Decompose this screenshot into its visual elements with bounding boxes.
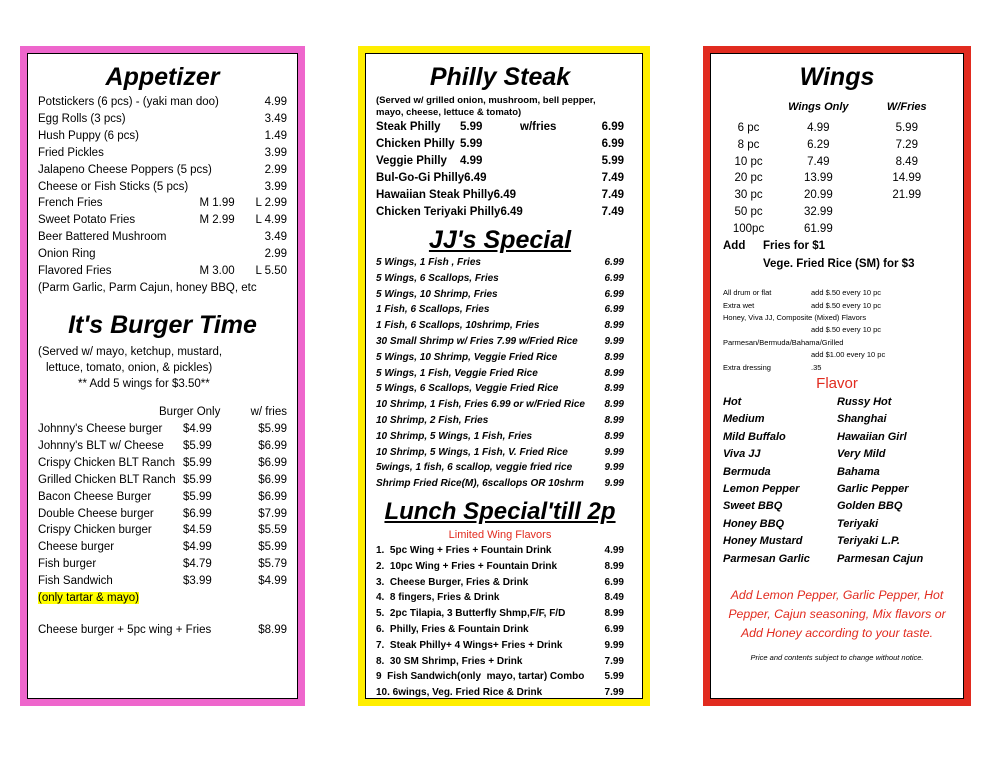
- burger-item: [38, 556, 287, 573]
- with-fries-price: $7.99: [258, 507, 287, 520]
- item-name: Veggie Philly: [376, 155, 447, 167]
- item-price: 6.99: [604, 272, 624, 284]
- wing-count: 100pc: [732, 222, 765, 235]
- wings-only-price: 20.99: [803, 189, 833, 202]
- item-price: 4.99: [460, 155, 483, 167]
- item-price: 6.49: [493, 189, 516, 201]
- item-price: 6.99: [604, 257, 624, 268]
- flavor-row: [723, 394, 951, 411]
- wing-row: [723, 187, 951, 204]
- flavor-list: [723, 394, 951, 568]
- lunch-item: [376, 669, 624, 685]
- burger-item: [38, 489, 287, 506]
- burger-only-price: $4.59: [183, 524, 212, 537]
- item-price: 6.49: [500, 206, 523, 218]
- with-fries-price: 5.99: [601, 155, 624, 167]
- with-fries-price: [863, 221, 951, 238]
- flavor-name: Teriyaki L.P.: [837, 535, 900, 548]
- item-name: Hawaiian Steak Philly: [376, 189, 494, 201]
- philly-special-panel: [358, 46, 650, 706]
- lunch-item: [376, 622, 624, 638]
- wing-count: 8 pc: [737, 138, 760, 151]
- appetizer-item: [38, 162, 287, 179]
- item-name: Sweet Potato Fries: [38, 214, 136, 227]
- with-fries-price: $6.99: [258, 439, 287, 452]
- flavor-name: Lemon Pepper: [723, 483, 800, 496]
- flavor-title: Flavor: [816, 375, 858, 393]
- item-name: 4. 8 fingers, Fries & Drink: [376, 592, 500, 604]
- special-list: [376, 255, 624, 492]
- burger-only-price: $5.99: [183, 439, 212, 452]
- with-fries-price: 7.49: [601, 172, 624, 184]
- item-name: Onion Ring: [38, 248, 96, 261]
- item-name: Beer Battered Mushroom: [38, 231, 167, 244]
- item-price: 6.99: [604, 623, 624, 635]
- special-item: [376, 287, 624, 303]
- flavor-name: Hawaiian Girl: [837, 430, 907, 443]
- lunch-item: [376, 685, 624, 701]
- item-price: 6.99: [604, 304, 624, 316]
- lunch-item: [376, 606, 624, 622]
- flavor-name: Russy Hot: [837, 396, 892, 409]
- item-price: 8.99: [604, 430, 624, 442]
- wing-row: [723, 221, 951, 238]
- item-price: 4.99: [264, 96, 287, 108]
- special-item: [376, 366, 624, 382]
- item-name: Steak Philly: [376, 121, 441, 133]
- item-name: 10 Shrimp, 5 Wings, 1 Fish, Fries: [376, 430, 533, 442]
- item-name: Cheese burger: [38, 541, 115, 554]
- item-name: 3. Cheese Burger, Fries & Drink: [376, 576, 529, 588]
- wing-row: [723, 137, 951, 154]
- extra-charge: add $.50 every 10 pc: [811, 300, 882, 310]
- item-name: 7. Steak Philly+ 4 Wings+ Fries + Drink: [376, 639, 563, 651]
- burger-only-header: Burger Only: [159, 405, 221, 418]
- flavor-name: Honey Mustard: [723, 535, 803, 548]
- item-price: L 5.50: [255, 265, 287, 278]
- extra-row: [723, 287, 951, 299]
- item-price: 6.99: [604, 576, 624, 588]
- item-price: 3.99: [264, 146, 287, 159]
- item-name: Jalapeno Cheese Poppers (5 pcs): [38, 163, 212, 176]
- appetizer-item: [38, 145, 287, 162]
- flavor-row: [723, 516, 951, 533]
- item-name: 5wings, 1 fish, 6 scallop, veggie fried rice: [376, 462, 573, 474]
- with-fries-label: [520, 153, 564, 170]
- wings-only-price: 4.99: [807, 122, 830, 134]
- philly-item: [376, 119, 624, 136]
- item-price: L 2.99: [255, 197, 287, 210]
- flavor-row: [723, 411, 951, 428]
- extra-name: Honey, Viva JJ, Composite (Mixed) Flavors: [723, 312, 867, 322]
- item-name: Chicken Philly: [376, 138, 455, 150]
- item-price: 9.99: [604, 478, 624, 490]
- special-item: [376, 460, 624, 476]
- flavor-name: Bermuda: [723, 465, 771, 478]
- wing-row: [723, 154, 951, 171]
- flavor-name: Honey BBQ: [723, 517, 785, 530]
- lunch-item: [376, 575, 624, 591]
- wings-only-price: 32.99: [803, 205, 833, 218]
- with-fries-price: [863, 204, 951, 221]
- lunch-item: [376, 590, 624, 606]
- item-name: Cheese or Fish Sticks (5 pcs): [38, 180, 189, 193]
- philly-item: [376, 136, 624, 153]
- item-name: 6. Philly, Fries & Fountain Drink: [376, 623, 529, 635]
- tartar-mayo-highlight: (only tartar & mayo): [38, 592, 139, 605]
- with-fries-price: 7.49: [601, 189, 624, 201]
- with-fries-price: $5.79: [258, 558, 287, 571]
- item-price: 1.49: [264, 129, 287, 142]
- special-item: [376, 271, 624, 287]
- lunch-subtitle: Limited Wing Flavors: [448, 528, 552, 541]
- with-fries-price: 6.99: [601, 121, 624, 133]
- burger-only-price: $3.99: [183, 575, 212, 588]
- special-item: [376, 318, 624, 334]
- flavor-row: [723, 533, 951, 550]
- flavor-name: Teriyaki: [837, 517, 879, 530]
- item-name: Egg Rolls (3 pcs): [38, 112, 126, 125]
- item-name: 10 Shrimp, 1 Fish, Fries 6.99 or w/Fried Rice: [376, 399, 585, 411]
- addon-text: Add Lemon Pepper, Garlic Pepper, Hot Pepper, Cajun seasoning, Mix flavors or Add Honey according to your taste.: [728, 588, 946, 641]
- lunch-item: [376, 638, 624, 654]
- philly-item: [376, 153, 624, 170]
- flavor-name: Very Mild: [837, 448, 886, 461]
- item-price: 3.99: [264, 180, 287, 193]
- item-name: Fish burger: [38, 558, 97, 571]
- extra-charge: add $.50 every 10 pc: [811, 288, 882, 298]
- item-name: 5 Wings, 10 Shrimp, Veggie Fried Rice: [376, 351, 558, 363]
- item-name: 10. 6wings, Veg. Fried Rice & Drink: [376, 687, 543, 699]
- flavor-row: [723, 464, 951, 481]
- burger-note-2: lettuce, tomato, onion, & pickles): [46, 361, 213, 374]
- special-title: JJ's Special: [428, 226, 572, 254]
- extra-name: Extra dressing: [723, 362, 771, 372]
- item-price: 2.99: [264, 163, 287, 176]
- burger-item: [38, 506, 287, 523]
- philly-item: [376, 204, 624, 221]
- special-item: [376, 334, 624, 350]
- appetizer-item: [38, 179, 287, 196]
- combo-price: $8.99: [258, 624, 287, 637]
- price-disclaimer: Price and contents subject to change without notice.: [750, 653, 924, 663]
- with-fries-price: 7.29: [895, 138, 918, 151]
- combo-name: Cheese burger + 5pc wing + Fries: [38, 624, 212, 637]
- extra-row: [723, 324, 951, 336]
- wing-count: 30 pc: [734, 189, 763, 202]
- appetizer-item: [38, 111, 287, 128]
- wing-count: 10 pc: [734, 155, 763, 168]
- philly-item: [376, 187, 624, 204]
- flavor-name: Golden BBQ: [837, 500, 903, 513]
- item-name: 1 Fish, 6 Scallops, 10shrimp, Fries: [376, 320, 540, 332]
- with-fries-label: [520, 136, 564, 153]
- item-name: Johnny's Cheese burger: [38, 422, 163, 435]
- with-fries-label: [546, 204, 579, 221]
- flavor-row: [723, 551, 951, 568]
- burger-only-price: $5.99: [183, 490, 212, 503]
- item-name: 1. 5pc Wing + Fries + Fountain Drink: [376, 544, 552, 556]
- lunch-item: [376, 559, 624, 575]
- item-name: 5 Wings, 6 Scallops, Veggie Fried Rice: [376, 383, 559, 395]
- with-fries-price: $5.59: [258, 524, 287, 537]
- with-fries-price: 8.49: [895, 155, 918, 168]
- burger-item: [38, 421, 287, 438]
- item-price: 8.99: [604, 560, 624, 572]
- with-fries-price: $5.99: [258, 541, 287, 554]
- with-fries-price: $4.99: [258, 575, 287, 588]
- flavor-name: Viva JJ: [723, 448, 761, 461]
- item-price: 8.99: [604, 351, 624, 363]
- special-item: [376, 381, 624, 397]
- with-fries-price: 7.49: [601, 206, 624, 218]
- philly-item: [376, 170, 624, 187]
- wings-title: Wings: [799, 63, 875, 91]
- burger-only-price: $5.99: [183, 473, 212, 486]
- item-price: 8.99: [604, 414, 624, 426]
- item-name: Crispy Chicken BLT Ranch: [38, 456, 175, 469]
- item-medium-price: M 2.99: [199, 214, 235, 227]
- burger-only-price: $4.99: [183, 422, 212, 435]
- philly-title: Philly Steak: [429, 63, 571, 91]
- extra-row: [723, 362, 951, 374]
- burger-col-header: [38, 404, 287, 421]
- appetizer-item: [38, 128, 287, 145]
- item-name: 5. 2pc Tilapia, 3 Butterfly Shmp,F/F, F/D: [376, 608, 566, 620]
- flavor-name: Sweet BBQ: [723, 500, 783, 513]
- item-price: 8.49: [604, 592, 624, 604]
- with-fries-price: $6.99: [258, 490, 287, 503]
- philly-note: (Served w/ grilled onion, mushroom, bell pepper, mayo, cheese, lettuce & tomato): [376, 95, 596, 118]
- flavor-name: Mild Buffalo: [723, 430, 786, 443]
- burger-item: [38, 522, 287, 539]
- appetizer-item: [38, 212, 287, 229]
- item-price: 3.49: [264, 112, 287, 125]
- extra-row: [723, 300, 951, 312]
- with-fries-price: 5.99: [895, 122, 918, 134]
- burger-only-price: $6.99: [183, 507, 212, 520]
- item-price: 9.99: [604, 462, 624, 474]
- extra-row: [723, 349, 951, 361]
- wings-only-price: 7.49: [807, 155, 830, 168]
- burger-wing-combo: [38, 622, 287, 639]
- appetizer-item: [38, 263, 287, 280]
- extra-row: [723, 337, 951, 349]
- add-label: Add: [723, 239, 746, 252]
- extra-name: [723, 349, 811, 361]
- extra-name: All drum or flat: [723, 288, 772, 298]
- item-name: 9 Fish Sandwich(only mayo, tartar) Combo: [376, 671, 585, 683]
- item-name: 5 Wings, 6 Scallops, Fries: [376, 272, 499, 284]
- with-fries-label: [541, 187, 576, 204]
- flavor-name: Bahama: [837, 465, 880, 478]
- burger-note-1: (Served w/ mayo, ketchup, mustard,: [38, 345, 223, 358]
- wing-row: [723, 170, 951, 187]
- special-item: [376, 302, 624, 318]
- burger-title: It's Burger Time: [68, 310, 257, 339]
- item-price: 8.99: [604, 383, 624, 395]
- appetizer-title: Appetizer: [105, 63, 220, 91]
- appetizer-burger-panel: [20, 46, 305, 706]
- flavor-row: [723, 481, 951, 498]
- wings-only-price: 61.99: [803, 222, 833, 235]
- wing-count: 20 pc: [734, 172, 763, 185]
- item-price: 6.99: [604, 288, 624, 300]
- special-item: [376, 445, 624, 461]
- burger-only-price: $4.79: [183, 558, 212, 571]
- philly-list: [376, 119, 624, 221]
- item-price: 2.99: [264, 248, 287, 261]
- item-name: 5 Wings, 1 Fish, Veggie Fried Rice: [376, 367, 538, 379]
- item-name: Bacon Cheese Burger: [38, 490, 152, 503]
- with-fries-header: w/ fries: [250, 405, 287, 418]
- item-price: 8.99: [604, 608, 624, 620]
- item-name: Fried Pickles: [38, 146, 104, 159]
- item-price: 4.99: [604, 544, 624, 556]
- flavor-row: [723, 429, 951, 446]
- item-price: L 4.99: [255, 214, 287, 227]
- extra-charge: .35: [811, 362, 822, 372]
- add-fries-text: Fries for $1: [763, 239, 825, 252]
- item-price: 8.99: [604, 320, 624, 332]
- flavor-name: Shanghai: [837, 413, 887, 426]
- with-fries-price: 21.99: [892, 189, 922, 202]
- flavor-name: Parmesan Cajun: [837, 552, 924, 565]
- wing-count: 50 pc: [734, 205, 763, 218]
- wings-only-price: 13.99: [803, 172, 833, 185]
- flavor-row: [723, 446, 951, 463]
- lunch-item: [376, 654, 624, 670]
- item-name: Johnny's BLT w/ Cheese: [38, 439, 164, 452]
- item-price: 8.99: [604, 367, 624, 379]
- item-name: Hush Puppy (6 pcs): [38, 129, 139, 142]
- with-fries-label: w/fries: [520, 121, 557, 133]
- item-name: 10 Shrimp, 5 Wings, 1 Fish, V. Fried Rice: [376, 446, 568, 458]
- item-name: Double Cheese burger: [38, 507, 154, 520]
- appetizer-item: [38, 246, 287, 263]
- special-item: [376, 476, 624, 492]
- wings-with-fries-header: W/Fries: [886, 101, 927, 113]
- burger-item: [38, 472, 287, 489]
- item-name: 8. 30 SM Shrimp, Fries + Drink: [376, 655, 523, 667]
- extras-list: [723, 287, 951, 374]
- burger-only-price: $5.99: [183, 456, 212, 469]
- wing-row: [723, 204, 951, 221]
- with-fries-price: 6.99: [601, 138, 624, 150]
- veg-rice-line: Vege. Fried Rice (SM) for $3: [763, 258, 915, 271]
- burger-only-price: $4.99: [183, 541, 212, 554]
- item-name: 1 Fish, 6 Scallops, Fries: [376, 304, 490, 316]
- wings-panel: [703, 46, 971, 706]
- item-price: 9.99: [604, 639, 624, 651]
- item-name: Fish Sandwich: [38, 575, 113, 588]
- item-price: 6.49: [464, 172, 487, 184]
- appetizer-item: [38, 195, 287, 212]
- lunch-title: Lunch Special'till 2p: [384, 497, 616, 525]
- item-name: 5 Wings, 10 Shrimp, Fries: [376, 288, 498, 300]
- appetizer-list: [38, 94, 287, 280]
- with-fries-price: $5.99: [258, 422, 287, 435]
- with-fries-price: 14.99: [892, 172, 922, 185]
- lunch-list: [376, 543, 624, 701]
- wings-only-header: Wings Only: [788, 101, 849, 113]
- add-fries-line: [723, 238, 951, 255]
- extra-charge: add $1.00 every 10 pc: [811, 350, 886, 360]
- item-price: 3.49: [264, 231, 287, 244]
- flavored-fries-note: (Parm Garlic, Parm Cajun, honey BBQ, etc: [38, 281, 257, 294]
- wings-header: [723, 98, 951, 116]
- item-price: 9.99: [604, 335, 624, 347]
- extra-name: [723, 324, 811, 336]
- item-price: 5.99: [460, 138, 483, 150]
- item-name: Bul-Go-Gi Philly: [376, 172, 465, 184]
- burger-item: [38, 455, 287, 472]
- wings-price-list: [723, 120, 951, 238]
- item-name: Flavored Fries: [38, 265, 112, 278]
- extra-charge: add $.50 every 10 pc: [811, 325, 882, 335]
- burger-item: [38, 573, 287, 590]
- item-price: 8.99: [604, 399, 624, 411]
- special-item: [376, 255, 624, 271]
- flavor-name: Garlic Pepper: [837, 483, 909, 496]
- flavor-name: Parmesan Garlic: [723, 552, 810, 565]
- burger-item: [38, 539, 287, 556]
- item-name: 5 Wings, 1 Fish , Fries: [376, 257, 481, 268]
- wing-count: 6 pc: [737, 122, 760, 134]
- with-fries-label: [523, 170, 566, 187]
- special-item: [376, 397, 624, 413]
- item-price: 9.99: [604, 446, 624, 458]
- item-name: Chicken Teriyaki Philly: [376, 206, 501, 218]
- appetizer-item: [38, 94, 287, 111]
- lunch-item: [376, 543, 624, 559]
- item-medium-price: M 3.00: [199, 265, 235, 278]
- burger-item: [38, 438, 287, 455]
- item-name: Crispy Chicken burger: [38, 524, 152, 537]
- special-item: [376, 350, 624, 366]
- item-price: 7.99: [604, 655, 624, 667]
- item-name: 10 Shrimp, 2 Fish, Fries: [376, 414, 489, 426]
- item-name: French Fries: [38, 197, 103, 210]
- item-medium-price: M 1.99: [199, 197, 235, 210]
- flavor-name: Medium: [723, 413, 765, 426]
- wing-row: [723, 120, 951, 137]
- item-name: Grilled Chicken BLT Ranch: [38, 473, 176, 486]
- flavor-name: Hot: [723, 396, 742, 409]
- item-price: 5.99: [460, 121, 483, 133]
- special-item: [376, 413, 624, 429]
- appetizer-item: [38, 229, 287, 246]
- with-fries-price: $6.99: [258, 473, 287, 486]
- item-price: 7.99: [604, 687, 624, 699]
- item-name: Potstickers (6 pcs) - (yaki man doo): [38, 96, 219, 108]
- item-name: 2. 10pc Wing + Fries + Fountain Drink: [376, 560, 558, 572]
- wings-only-price: 6.29: [807, 138, 830, 151]
- item-name: Shrimp Fried Rice(M), 6scallops OR 10shrm: [376, 478, 584, 490]
- burger-note-3: ** Add 5 wings for $3.50**: [78, 377, 210, 390]
- special-item: [376, 429, 624, 445]
- extra-row: [723, 312, 951, 324]
- burger-list: [38, 421, 287, 590]
- flavor-row: [723, 498, 951, 515]
- with-fries-price: $6.99: [258, 456, 287, 469]
- extra-name: Parmesan/Bermuda/Bahama/Grilled: [723, 337, 844, 347]
- extra-name: Extra wet: [723, 300, 755, 310]
- item-name: 30 Small Shrimp w/ Fries 7.99 w/Fried Rice: [376, 335, 578, 347]
- item-price: 5.99: [604, 671, 624, 683]
